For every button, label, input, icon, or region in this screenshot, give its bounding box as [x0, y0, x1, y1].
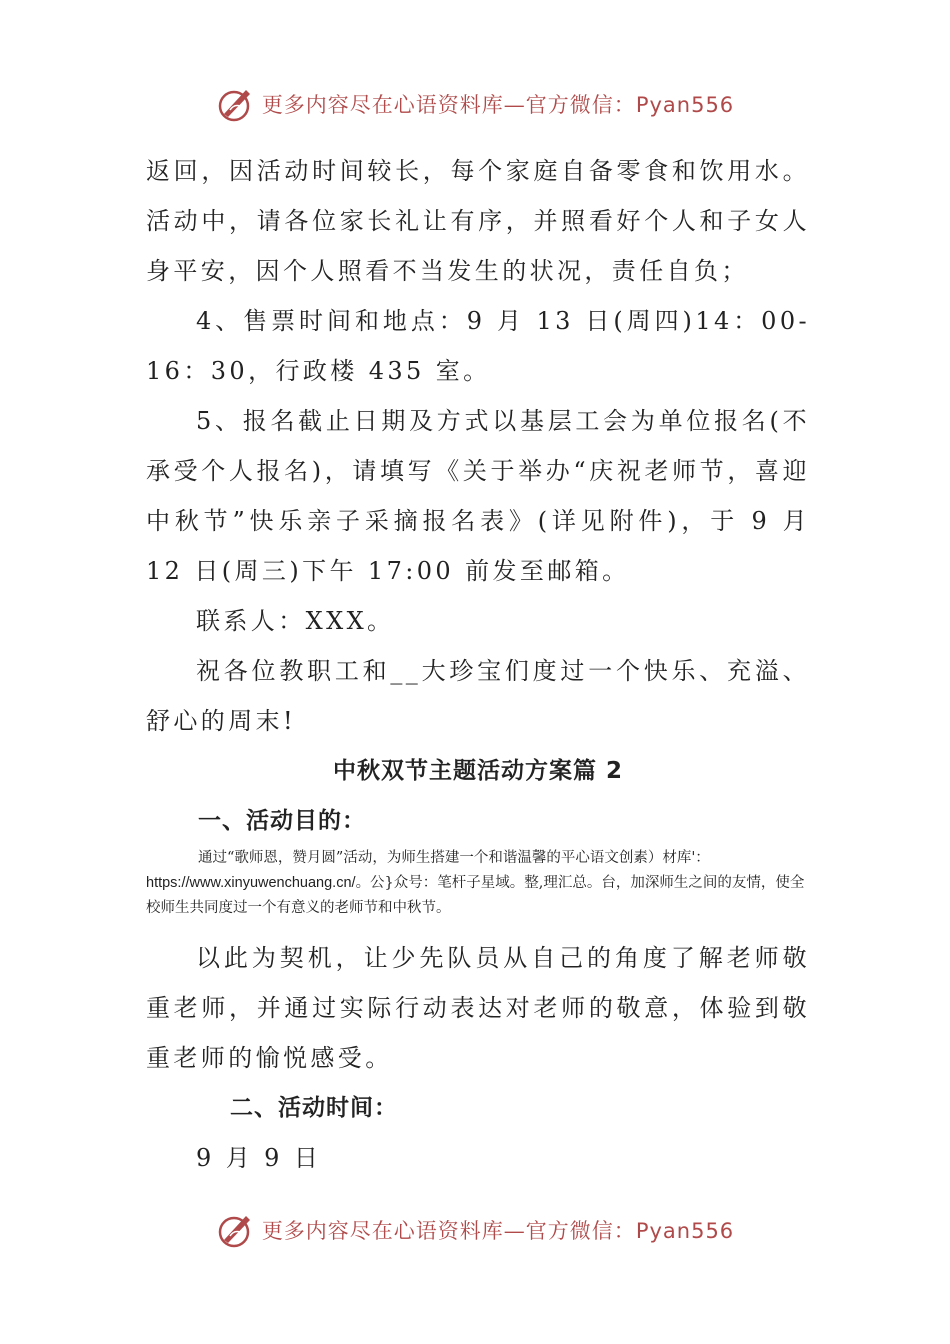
header-banner [0, 82, 950, 126]
paragraph-wishes: 祝各位教职工和__大珍宝们度过一个快乐、充溢、舒心的周末! [146, 657, 810, 735]
activity-date: 9 月 9 日 [196, 1144, 322, 1172]
wechat-id: Pyan556 [635, 93, 735, 117]
pen-logo-icon [216, 84, 256, 124]
footer-banner [0, 1208, 950, 1252]
banner-text: 更多内容尽在心语资料库—官方微信：Pyan556 [261, 93, 735, 117]
wechat-id: Pyan556 [635, 1219, 735, 1243]
heading-purpose: 一、活动目的： [198, 808, 366, 834]
paragraph-signup: 5、报名截止日期及方式以基层工会为单位报名(不承受个人报名)，请填写《关于举办“庆祝老师节，喜迎中秋节”快乐亲子采摘报名表》(详见附件)，于 9 月 12 日(周三)下午 17:00 前发至邮箱。 [146, 407, 810, 585]
paragraph-contact: 联系人：XXX。 [196, 607, 395, 635]
section-title: 中秋双节主题活动方案篇 2 [332, 758, 623, 784]
document-body [146, 146, 810, 1183]
paragraph-return: 返回，因活动时间较长，每个家庭自备零食和饮用水。活动中，请各位家长礼让有序，并照看好个人和子女人身平安，因个人照看不当发生的状况，责任自负； [146, 157, 810, 285]
paragraph-opportunity: 以此为契机，让少先队员从自己的角度了解老师敬重老师，并通过实际行动表达对老师的敬意，体验到敬重老师的愉悦感受。 [146, 944, 810, 1072]
pen-logo-icon [216, 1210, 256, 1250]
heading-time: 二、活动时间： [230, 1095, 398, 1121]
small-purpose-text: 通过“歌师恩，赞月圆”活动，为师生搭建一个和谐温馨的平心语文创素）材库'：https://www.xinyuwenchuang.cn/。公}众号：笔杆子星域。整,理汇总。台，加深师生之间的友情，使全校师生共同度过一个有意义的老师节和中秋节。 [146, 850, 805, 916]
paragraph-ticket: 4、售票时间和地点：9 月 13 日(周四)14：00-16：30，行政楼 435 室。 [146, 307, 810, 385]
website-url: https://www.xinyuwenchuang.cn/ [146, 875, 356, 891]
banner-text: 更多内容尽在心语资料库—官方微信：Pyan556 [261, 1219, 735, 1243]
